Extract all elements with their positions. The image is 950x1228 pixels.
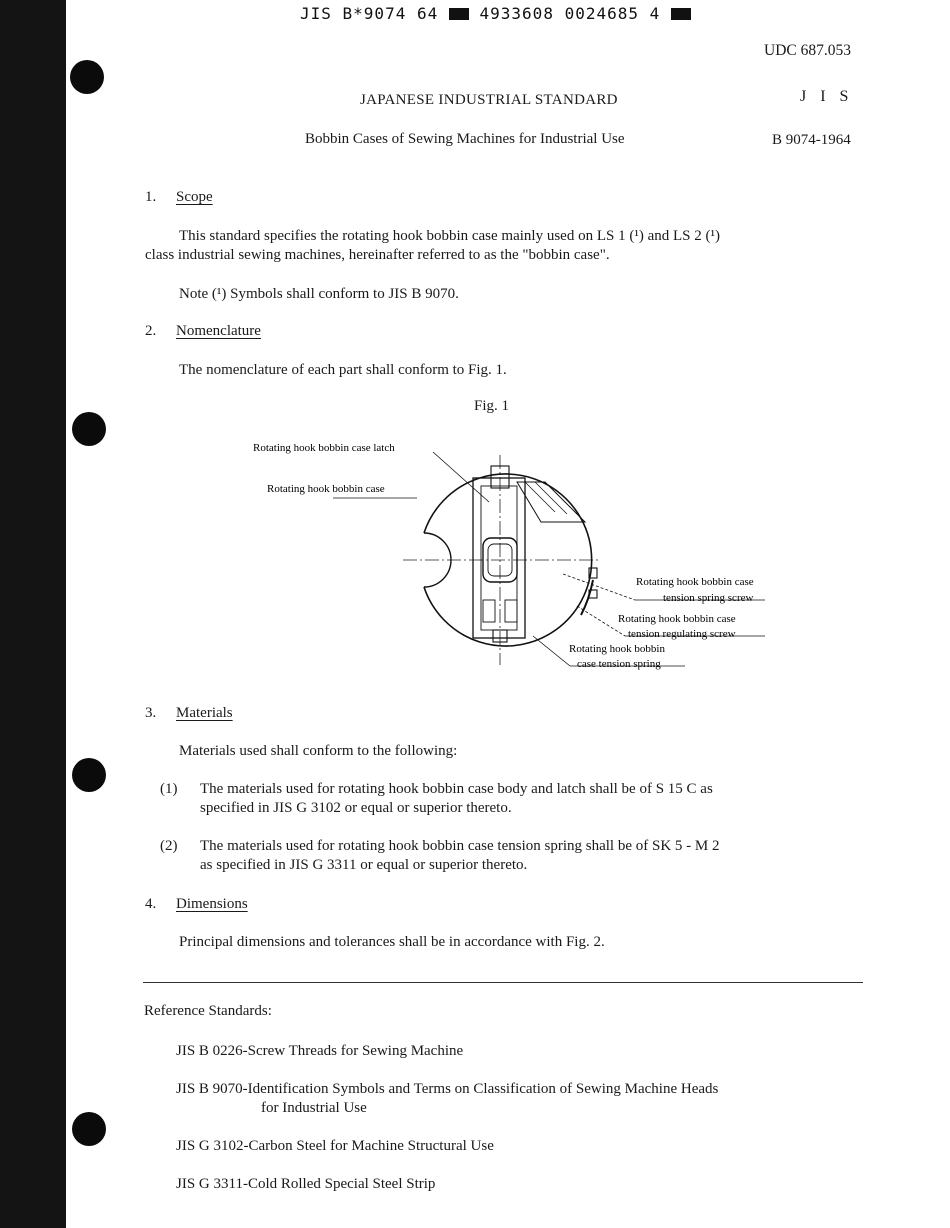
udc-number: UDC 687.053	[764, 42, 851, 59]
reference-item: JIS B 9070-Identification Symbols and Terms on Classification of Sewing Machine Heads	[176, 1081, 719, 1097]
nomenclature-text: The nomenclature of each part shall conform to Fig. 1.	[179, 362, 507, 378]
callout-spring-screw-2: tension spring screw	[663, 592, 754, 604]
scope-paragraph: This standard specifies the rotating hook bobbin case mainly used on LS 1 (¹) and LS 2 (¹) class industrial sewing machines, hereinafter referred to as the "bobbin case".	[145, 228, 720, 263]
scope-note: Note (¹) Symbols shall conform to JIS B 9070.	[179, 286, 459, 302]
bobbin-case-diagram	[245, 430, 805, 680]
punch-hole	[72, 412, 106, 446]
document-number: B 9074-1964	[772, 132, 851, 148]
barcode-block	[671, 8, 691, 20]
callout-regulating-screw-2: tension regulating screw	[628, 628, 736, 640]
references-heading: Reference Standards:	[144, 1003, 272, 1019]
figure-label: Fig. 1	[474, 398, 510, 414]
callout-latch: Rotating hook bobbin case latch	[253, 442, 395, 454]
document-title: Bobbin Cases of Sewing Machines for Industrial Use	[305, 131, 625, 147]
reference-item: JIS G 3311-Cold Rolled Special Steel Strip	[176, 1176, 436, 1192]
jis-mark: J I S	[800, 88, 854, 105]
header-code-part1: JIS B*9074 64	[300, 4, 439, 23]
punch-hole	[70, 60, 104, 94]
reference-item: JIS G 3102-Carbon Steel for Machine Structural Use	[176, 1138, 494, 1154]
section-nomenclature-heading: 2. Nomenclature	[145, 323, 261, 339]
reference-item-continuation: for Industrial Use	[261, 1100, 367, 1116]
materials-intro: Materials used shall conform to the following:	[179, 743, 458, 759]
header-code-part2: 4933608 0024685 4	[479, 4, 661, 23]
section-dimensions-heading: 4. Dimensions	[145, 896, 248, 912]
punch-hole	[72, 758, 106, 792]
barcode-block	[449, 8, 469, 20]
callout-regulating-screw-1: Rotating hook bobbin case	[618, 613, 736, 625]
reference-item: JIS B 0226-Screw Threads for Sewing Machine	[176, 1043, 464, 1059]
binding-strip	[0, 0, 66, 1228]
callout-tension-spring-1: Rotating hook bobbin	[569, 643, 665, 655]
callout-case: Rotating hook bobbin case	[267, 483, 385, 495]
standard-title: JAPANESE INDUSTRIAL STANDARD	[360, 92, 618, 108]
section-materials-heading: 3. Materials	[145, 705, 233, 721]
callout-tension-spring-2: case tension spring	[577, 658, 661, 670]
callout-spring-screw-1: Rotating hook bobbin case	[636, 576, 754, 588]
punch-hole	[72, 1112, 106, 1146]
section-scope-heading: 1. Scope	[145, 189, 213, 205]
dimensions-text: Principal dimensions and tolerances shall be in accordance with Fig. 2.	[179, 934, 605, 950]
header-code	[300, 4, 691, 23]
divider	[143, 982, 863, 983]
